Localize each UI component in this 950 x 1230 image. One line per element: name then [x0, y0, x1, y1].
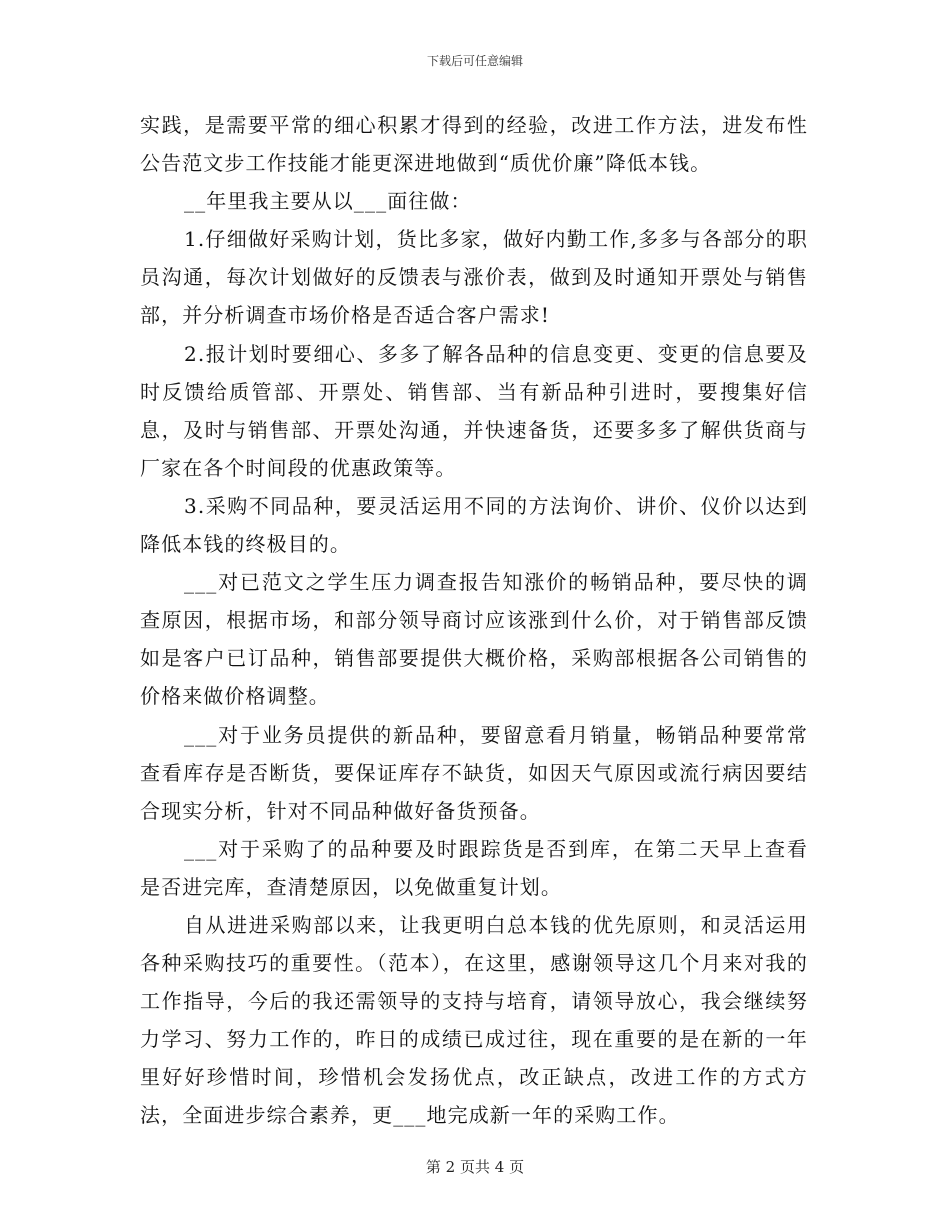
paragraph-6: ___对已范文之学生压力调查报告知涨价的畅销品种，要尽快的调查原因，根据市场，和部分领导商讨应该涨到什么价，对于销售部反馈如是客户已订品种，销售部要提供大概价格，采购部根据各公司销售的价格来做价格调整。	[140, 570, 808, 709]
paragraph-1: 实践，是需要平常的细心积累才得到的经验，改进工作方法，进发布性公告范文步工作技能才能更深进地做到“质优价廉”降低本钱。	[140, 113, 808, 176]
paragraph-9: 自从进进采购部以来，让我更明白总本钱的优先原则，和灵活运用各种采购技巧的重要性。（范本），在这里，感谢领导这几个月来对我的工作指导，今后的我还需领导的支持与培育，请领导放心，我会继续努力学习、努力工作的，昨日的成绩已成过往，现在重要的是在新的一年里好好珍惜时间，珍惜机会发扬优点，改正缺点，改进工作的方式方法，全面进步综合素养，更___地完成新一年的采购工作。	[140, 912, 808, 1128]
paragraph-7: ___对于业务员提供的新品种，要留意看月销量，畅销品种要常常查看库存是否断货，要保证库存不缺货，如因天气原因或流行病因要结合现实分析，针对不同品种做好备货预备。	[140, 722, 808, 823]
paragraph-4: 2.报计划时要细心、多多了解各品种的信息变更、变更的信息要及时反馈给质管部、开票处、销售部、当有新品种引进时，要搜集好信息，及时与销售部、开票处沟通，并快速备货，还要多多了解供货商与厂家在各个时间段的优惠政策等。	[140, 341, 808, 480]
page-footer: 第 2 页共 4 页	[425, 1158, 525, 1176]
paragraph-2: __年里我主要从以___面往做：	[184, 189, 472, 214]
page-header: 下载后可任意编辑	[426, 54, 523, 68]
paragraph-5: 3.采购不同品种，要灵活运用不同的方法询价、讲价、仪价以达到降低本钱的终极目的。	[140, 493, 808, 557]
document-body	[140, 106, 808, 1135]
paragraph-3: 1.仔细做好采购计划，货比多家，做好内勤工作,多多与各部分的职员沟通，每次计划做好的反馈表与涨价表，做到及时通知开票处与销售部，并分析调查市场价格是否适合客户需求!	[140, 227, 808, 328]
paragraph-8: ___对于采购了的品种要及时跟踪货是否到库，在第二天早上查看是否进完库，查清楚原因，以免做重复计划。	[140, 836, 808, 899]
